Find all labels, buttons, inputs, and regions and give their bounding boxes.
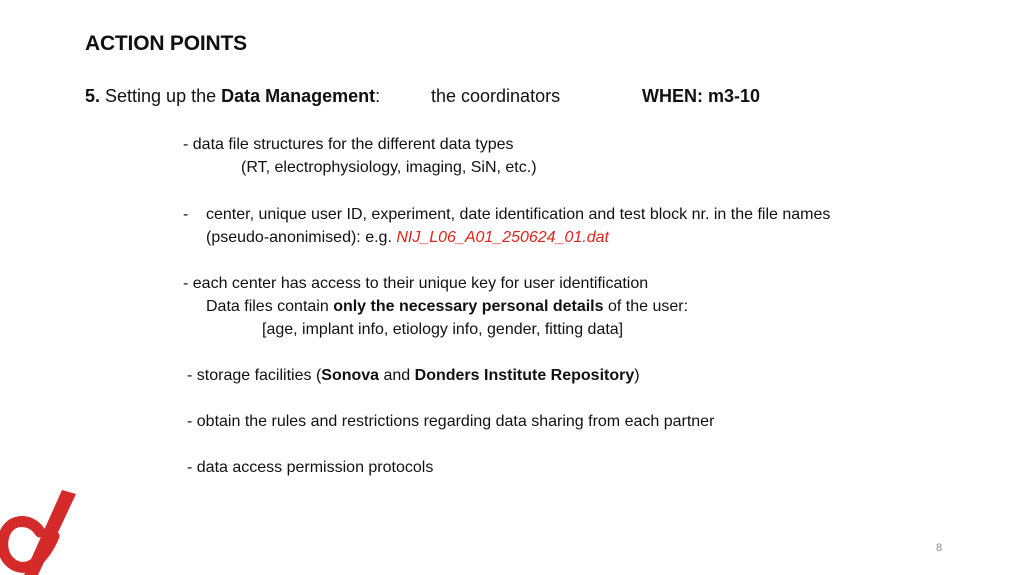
heading-colon: : bbox=[375, 86, 381, 106]
action-point-heading bbox=[85, 86, 761, 107]
heading-responsible: the coordinators bbox=[431, 86, 561, 106]
item-file-names-example bbox=[206, 229, 609, 247]
storage-prefix: - storage facilities ( bbox=[187, 367, 322, 384]
item-access-protocols: - data access permission protocols bbox=[187, 459, 434, 476]
alpha-logo-icon bbox=[0, 488, 80, 575]
storage-donders: Donders Institute Repository bbox=[414, 367, 635, 384]
item-data-structures: - data file structures for the different data types bbox=[183, 136, 514, 153]
storage-sonova: Sonova bbox=[321, 367, 380, 384]
details-bold: only the necessary personal details bbox=[333, 298, 604, 315]
details-prefix: Data files contain bbox=[206, 298, 334, 315]
item-unique-key: - each center has access to their unique key for user identification bbox=[183, 275, 649, 292]
example-prefix: (pseudo-anonimised): e.g. bbox=[206, 229, 397, 246]
item-storage-facilities bbox=[187, 367, 640, 385]
action-number: 5. bbox=[85, 86, 101, 106]
heading-prefix: Setting up the bbox=[100, 86, 222, 106]
example-file-name: NIJ_L06_A01_250624_01.dat bbox=[396, 229, 609, 246]
item-personal-details-list: [age, implant info, etiology info, gender, fitting data] bbox=[262, 321, 624, 338]
page-number: 8 bbox=[936, 542, 943, 554]
heading-when: WHEN: m3-10 bbox=[642, 86, 761, 106]
details-suffix: of the user: bbox=[603, 298, 689, 315]
item-file-names-dash: - bbox=[183, 206, 189, 223]
slide-title: ACTION POINTS bbox=[85, 32, 247, 55]
item-data-sharing-rules: - obtain the rules and restrictions regarding data sharing from each partner bbox=[187, 413, 715, 430]
item-file-names: center, unique user ID, experiment, date identification and test block nr. in the file names bbox=[206, 206, 831, 223]
storage-and: and bbox=[379, 367, 415, 384]
heading-term: Data Management bbox=[221, 86, 376, 106]
item-data-types: (RT, electrophysiology, imaging, SiN, etc.) bbox=[241, 159, 537, 176]
storage-suffix: ) bbox=[634, 367, 640, 384]
item-personal-details bbox=[206, 298, 688, 316]
